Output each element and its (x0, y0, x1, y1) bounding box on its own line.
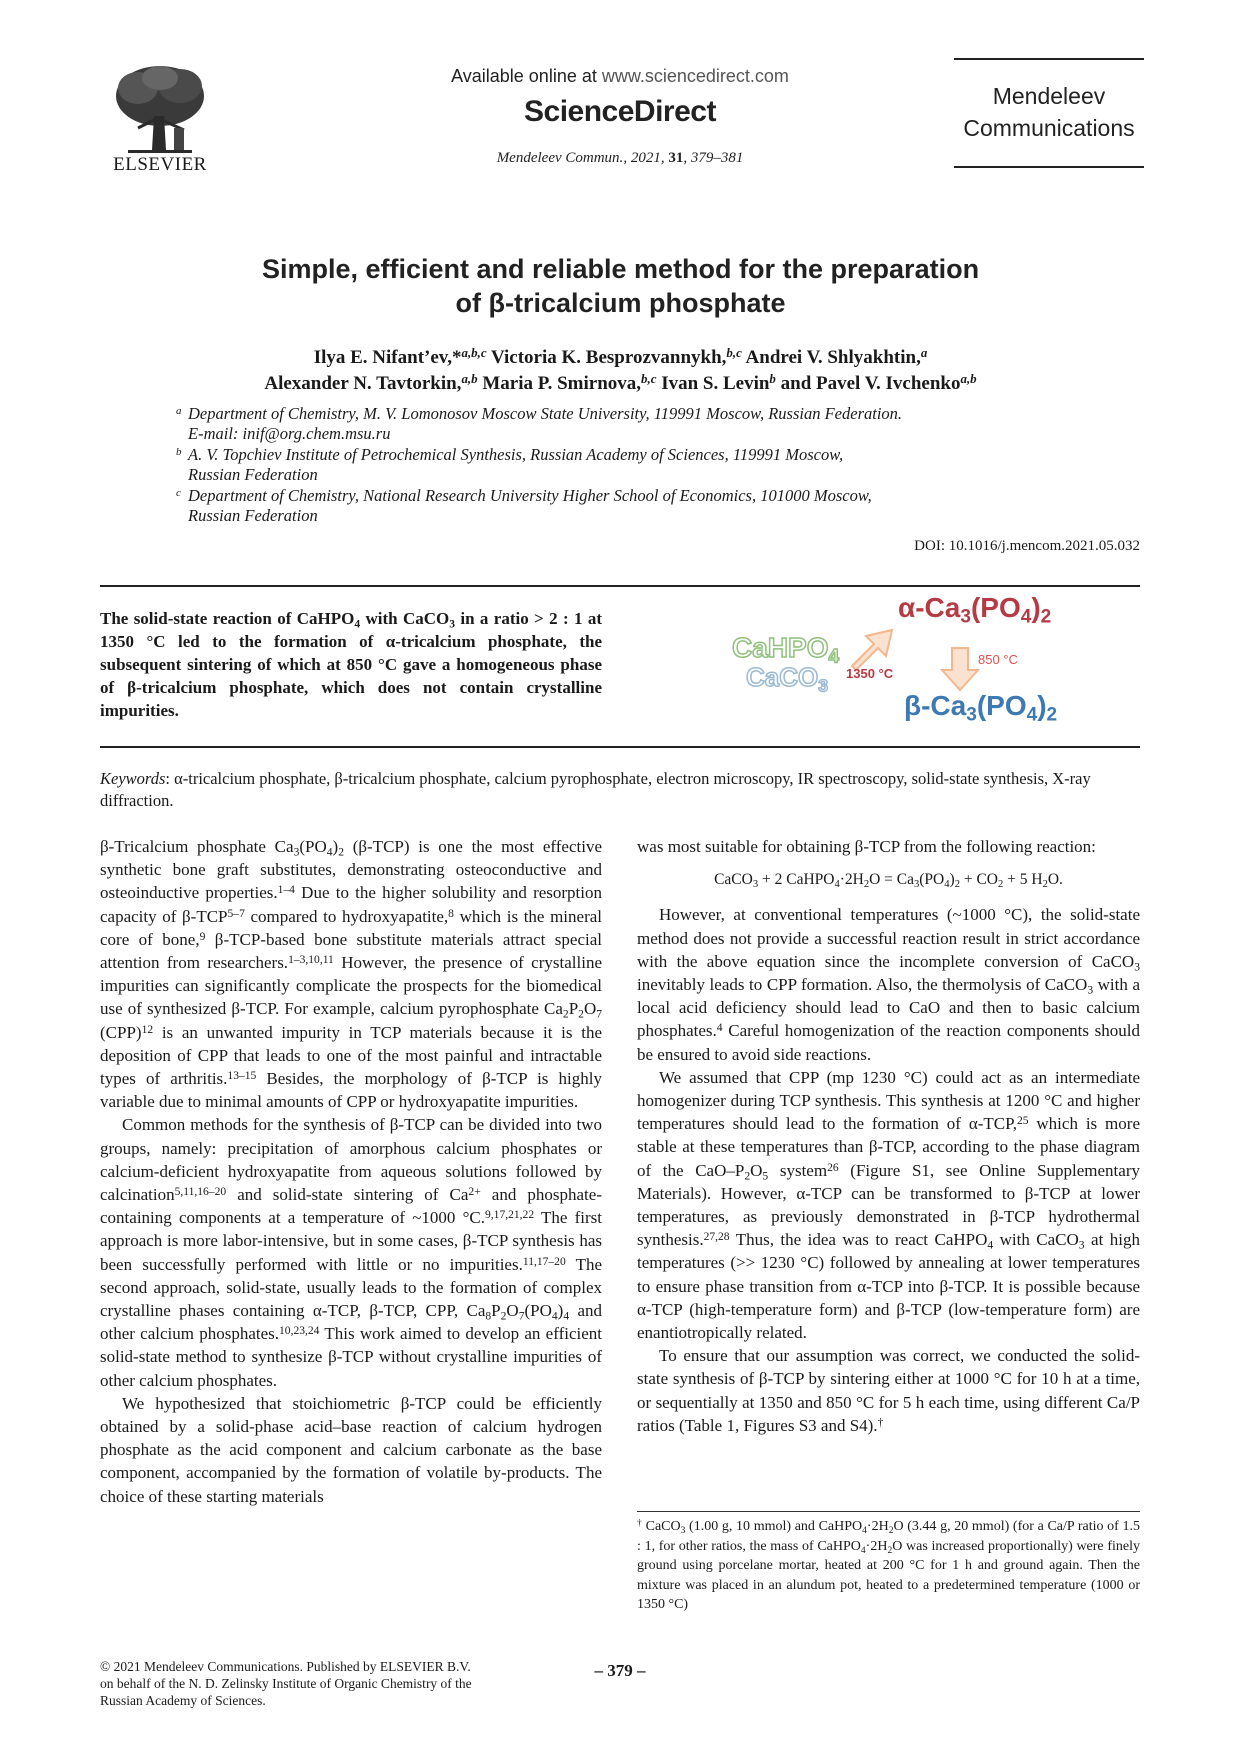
author-5: Maria P. Smirnova, (482, 373, 642, 394)
body-right-column (637, 835, 1140, 1437)
article-title (130, 252, 1111, 320)
title-line1: Simple, efficient and reliable method for the preparation (261, 254, 980, 284)
journal-top-rule (954, 58, 1144, 60)
journal-citation (380, 150, 860, 167)
citation-volume: 31 (668, 150, 684, 166)
paragraph: We assumed that CPP (mp 1230 °C) could act as an intermediate homogenizer during TCP synthesis. This synthesis at 1200 °C and higher temperatures should lead to the formation of α-TCP,$^{25}$ which is more stable at these temperatures than β-TCP, according to the phase diagram of the CaO–$P_2O_5$ system$^{26}$ (Figure S1, see Online Supplementary Materials). However, α-TCP can be transformed to β-TCP at lower temperatures, as previously demonstrated in β-TCP hydrothermal synthesis.$^{27,28}$ Thus, the idea was to react CaHPO$_4$ with CaCO$_3$ at high temperatures (>> 1230 °C) followed by annealing at lower temperatures to ensure phase transition from α-TCP into β-TCP. It is possible because α-TCP (high-temperature form) and β-TCP (low-temperature form) are enantiotropically related. (637, 1067, 1140, 1343)
author-6: Ivan S. Levin (661, 373, 770, 394)
author-2: Victoria K. Besprozvannykh, (491, 347, 727, 368)
sciencedirect-logo: ScienceDirect (524, 95, 716, 128)
footnote: † CaCO$_3$ (1.00 g, 10 mmol) and $CaHPO_4\cdot 2H_2O$ (3.44 g, 20 mmol) (for a Ca/P ratio of 1.5 : 1, for other ratios, the mass of $CaHPO_4\cdot 2H_2O$ was increased proportionally) were finely ground using porcelane mortar, heated at 200 °C for 1 h and ground again. Then the mixture was placed in an alundum pot, heated to a predetermined temperature (1000 or 1350 °C) (637, 1518, 1140, 1612)
available-online-line (380, 66, 860, 87)
graphical-abstract-text: The solid-state reaction of CaHPO$_4$ with CaCO$_3$ in a ratio > 2 : 1 at 1350 °C led to the formation of α-tricalcium phosphate, the subsequent sintering of which at 850 °C gave a homogeneous phase of β-tricalcium phosphate, which does not contain crystalline impurities. (100, 609, 602, 720)
graphical-abstract-scheme (728, 592, 1068, 737)
doi[interactable]: DOI: 10.1016/j.mencom.2021.05.032 (914, 538, 1140, 554)
journal-name-line1: Mendeleev (992, 83, 1106, 109)
reactant-caco3: CaCO$_3$ (746, 662, 829, 696)
journal-bottom-rule (954, 166, 1144, 168)
affiliation-c: c Department of Chemistry, National Research University Higher School of Economics, 101000 Moscow, Russian Federation (176, 486, 872, 525)
paragraph: β-Tricalcium phosphate $Ca_3(PO_4)_2$ (β-TCP) is one the most effective synthetic bone graft substitutes, demonstrating osteoconductive and osteoinductive properties.$^{1-4}$ Due to the higher solubility and resorption capacity of β-TCP$^{5-7}$ compared to hydroxyapatite,$^8$ which is the mineral core of bone,$^9$ β-TCP-based bone substitute materials attract special attention from researchers.$^{1-3,10,11}$ However, the presence of crystalline impurities can significantly complicate the prospects for the biomedical use of synthesized β-TCP. For example, calcium pyrophosphate $Ca_2P_2O_7$ (CPP)$^{12}$ is an unwanted impurity in TCP materials because it is the deposition of CPP that leads to one of the most painful and intractable types of arthritis.$^{13-15}$ Besides, the morphology of β-TCP is highly variable due to minimal amounts of CPP or hydroxyapatite impurities. (100, 837, 603, 1112)
journal-name-line2: Communications (963, 115, 1135, 141)
temperature-1350: 1350 °C (846, 666, 894, 681)
arrow-down-icon (940, 646, 980, 692)
body-left-column (100, 835, 602, 1508)
footnote-rule (637, 1511, 1140, 1512)
keywords-text: : α-tricalcium phosphate, β-tricalcium phosphate, calcium pyrophosphate, electron microscopy, IR spectroscopy, solid-state synthesis, X-ray diffraction. (100, 769, 1091, 810)
author-3: Andrei V. Shlyakhtin, (745, 347, 921, 368)
paragraph: was most suitable for obtaining β-TCP from the following reaction: (637, 837, 1096, 856)
keywords-label: Keywords (100, 769, 166, 788)
affiliation-a: a Department of Chemistry, M. V. Lomonosov Moscow State University, 119991 Moscow, Russian Federation. E-mail: inif@org.chem.msu.ru (176, 404, 903, 443)
temperature-850: 850 °C (978, 652, 1018, 667)
citation-pages: , 379–381 (683, 150, 744, 166)
elsevier-wordmark: ELSEVIER (113, 154, 207, 175)
available-prefix: Available online at (451, 66, 602, 86)
title-line2: of β-tricalcium phosphate (455, 288, 786, 318)
author-4: Alexander N. Tavtorkin, (264, 373, 462, 394)
alpha-tcp-label: $\alpha-Ca_3(PO_4)_2$ (898, 592, 1052, 628)
paragraph: To ensure that our assumption was correct, we conducted the solid-state synthesis of β-TCP by sintering either at 1000 °C for 10 h at a time, or sequentially at 1350 and 850 °C for 5 h each time, using different Ca/P ratios (Table 1, Figures S3 and S4).† (637, 1346, 1140, 1435)
abstract-bottom-rule (100, 746, 1140, 748)
reaction-equation: CaCO$_3$ + 2 $CaHPO_4\cdot 2H_2O = Ca_3(PO_4)_2 + CO_2 + 5$ $H_2O$. (714, 871, 1063, 891)
beta-tcp-label: $\beta-Ca_3(PO_4)_2$ (904, 690, 1058, 726)
author-1: Ilya E. Nifant’ev,* (313, 347, 462, 368)
authors-line1: Ilya E. Nifant’ev,*$^{a,b,c}$ Victoria K. Besprozvannykh,$^{b,c}$ Andrei V. Shlyakhtin,$^a$ (313, 345, 928, 368)
paragraph: However, at conventional temperatures (~1000 °C), the solid-state method does not provide a successful reaction result in strict accordance with the above equation since the incomplete conversion of CaCO$_3$ inevitably leads to CPP formation. Also, the thermolysis of CaCO$_3$ with a local acid deficiency should lead to CaO and then to basic calcium phosphates.$^4$ Careful homogenization of the reaction components should be ensured to avoid side reactions. (637, 905, 1140, 1064)
author-list (130, 345, 1111, 397)
reactant-cahpo4: CaHPO$_4$ (732, 632, 840, 668)
affiliation-b: b A. V. Topchiev Institute of Petrochemical Synthesis, Russian Academy of Sciences, 119991 Moscow, Russian Federation (176, 445, 844, 484)
copyright-notice: © 2021 Mendeleev Communications. Published by ELSEVIER B.V. on behalf of the N. D. Zelinsky Institute of Organic Chemistry of the Russian Academy of Sciences. (100, 1659, 472, 1708)
author-7: Pavel V. Ivchenko (816, 373, 961, 394)
citation-year: , 2021, (623, 150, 669, 166)
paragraph: We hypothesized that stoichiometric β-TCP could be efficiently obtained by a solid-phase acid–base reaction of calcium hydrogen phosphate as the acid component and calcium carbonate as the base component, accompanied by the formation of volatile by-products. The choice of these starting materials (100, 1393, 602, 1506)
elsevier-logo (108, 58, 212, 176)
page-number: – 379 – (594, 1661, 646, 1680)
keywords (100, 768, 1140, 812)
affiliations (176, 404, 1108, 527)
journal-name (954, 80, 1144, 144)
abstract-top-rule (100, 585, 1140, 587)
authors-line2: Alexander N. Tavtorkin,$^{a,b}$ Maria P. Smirnova,$^{b,c}$ Ivan S. Levin$^b$ and Pavel V. Ivchenko$^{a,b}$ (264, 371, 977, 394)
citation-journal: Mendeleev Commun. (496, 150, 624, 166)
paragraph: Common methods for the synthesis of β-TCP can be divided into two groups, namely: precipitation of amorphous calcium phosphates or calcium-deficient hydroxyapatite from aqueous solutions followed by calcination$^{5,11,16-20}$ and solid-state sintering of $Ca^{2+}$ and phosphate-containing components at a temperature of ~1000 °C.$^{9,17,21,22}$ The first approach is more labor-intensive, but in some cases, β-TCP synthesis has been successfully performed with little or no impurities.$^{11,17-20}$ The second approach, solid-state, usually leads to the formation of complex crystalline phases containing α-TCP, β-TCP, CPP, $Ca_8P_2O_7(PO_4)_4$ and other calcium phosphates.$^{10,23,24}$ This work aimed to develop an efficient solid-state method to synthesize β-TCP without crystalline impurities of other calcium phosphates. (100, 1115, 603, 1390)
sciencedirect-url[interactable]: www.sciencedirect.com (601, 66, 789, 86)
arrow-up-right-icon (846, 622, 906, 672)
